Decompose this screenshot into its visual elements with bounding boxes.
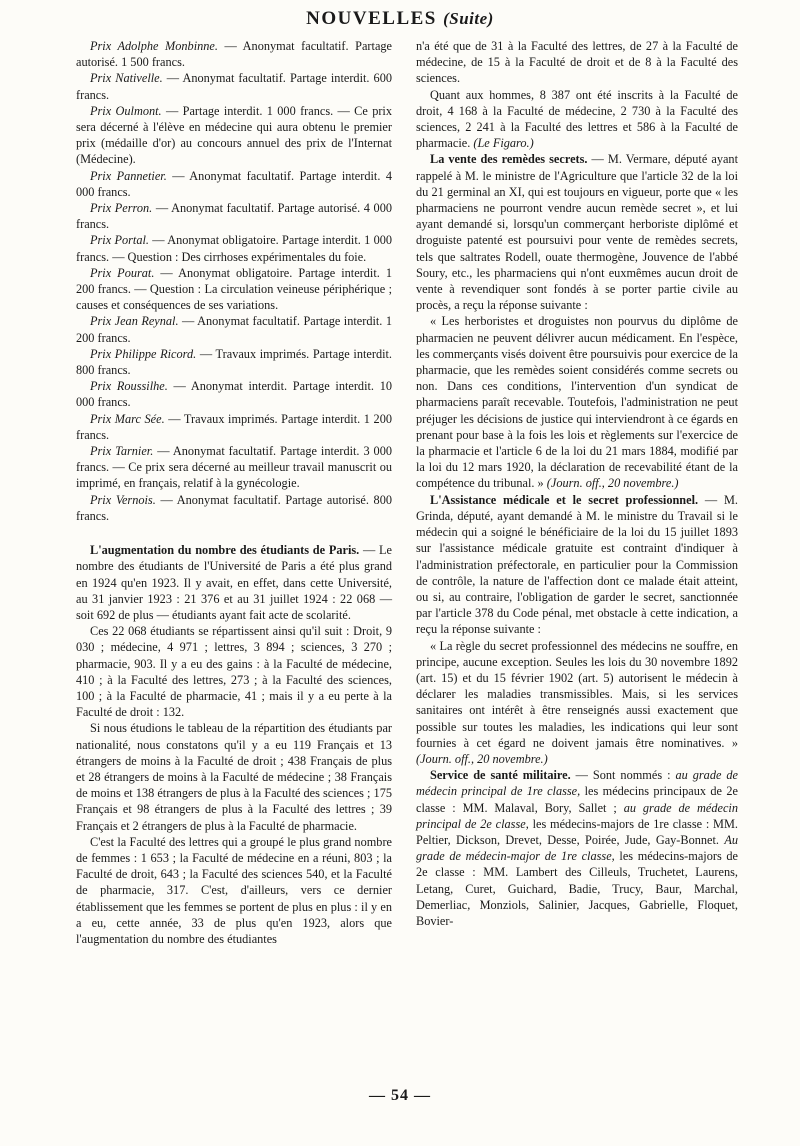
prize-text: — Anonymat facultatif. Partage interdit. 4 000 francs. [76,168,392,199]
article-remedes-secrets [416,151,738,491]
article-text: — M. Grinda, député, ayant demandé à M. le ministre du Travail si le médecin qui a soigné le bénéficiaire de la loi du 15 juillet 1893 sur l'assistance médicale gratuite est contraint d'indiquer à l'administration préfectorale, en particulier pour la Commission de contrôle, la nature de l'affection dont ce malade était atteint, ou si, au contraire, l'obligation de garder le secret, sanctionnée par l'article 378 du Code pénal, met obstacle à cette indication, a reçu la réponse suivante : [416,492,738,637]
article-augmentation [76,542,392,947]
prize-name: Prix Pourat. [90,265,155,280]
article-grade: Au grade de médecin-major de 1re classe, [416,832,738,864]
prize-name: Prix Marc Sée. [90,411,165,426]
article-source: (Le Figaro.) [473,136,534,151]
article-grade: au grade de médecin principal de 1re classe, [416,768,738,799]
prize-entry [76,200,392,232]
prize-name: Prix Philippe Ricord. [90,346,197,361]
article-title: L'Assistance médicale et le secret professionnel. [430,492,699,507]
prize-name: Prix Tarnier. [90,444,154,459]
prize-entry [76,38,392,70]
article-paragraph [416,87,738,152]
article-paragraph [416,638,738,768]
article-source: (Journ. off., 20 novembre.) [416,751,548,766]
prize-entry [76,168,392,200]
prize-name: Prix Roussilhe. [90,379,168,394]
article-continuation: n'a été que de 31 à la Faculté des lettres, de 27 à la Faculté de médecine, de 15 à la Faculté de droit et de 8 à la Faculté des sciences. [416,39,738,86]
prize-text: — Anonymat facultatif. Partage interdit. 3 000 francs. — Ce prix sera décerné au meilleur travail manuscrit ou imprimé, en français, relatif à la gynécologie. [76,444,392,491]
prize-list [76,38,392,524]
prize-text: — Travaux imprimés. Partage interdit. 1 200 francs. [76,411,392,442]
prize-name: Prix Adolphe Monbinne. [90,39,218,53]
article-paragraph [416,492,738,638]
prize-text: — Anonymat facultatif. Partage autorisé. 1 500 francs. [76,39,393,70]
prize-entry [76,411,392,443]
prize-name: Prix Nativelle. [90,71,163,86]
prize-text: — Anonymat facultatif. Partage interdit. 600 francs. [76,71,392,102]
article-paragraph: Si nous étudions le tableau de la répartition des étudiants par nationalité, nous constatons qu'il y a eu 119 Français et 13 étrangers de moins à la Faculté de droit ; 438 Français de plus et 28 étrangers de moins à la Faculté de médecine ; 38 Français de moins et 138 étrangers de plus à la Faculté des sciences ; 175 Français et 98 étrangers de plus à la Faculté des lettres ; 39 Français et 2 étrangers de plus à la Faculté de pharmacie. [76,721,392,833]
prize-text: — Partage interdit. 1 000 francs. — Ce prix sera décerné à l'élève en médecine qui aura obtenu le premier prix (médaille d'or) au concours annuel des prix de l'Internat (Médecine). [76,103,393,167]
prize-entry [76,346,392,378]
article-title: Service de santé militaire. [430,768,571,783]
page-number: — 54 — [369,1087,431,1104]
prize-entry [76,492,392,524]
page-header [0,8,800,30]
right-column [416,38,738,929]
article-service-sante [416,767,738,929]
prize-text: — Anonymat obligatoire. Partage interdit. 1 200 francs. — Question : La circulation veineuse périphérique ; causes et conséquences de ses variations. [76,265,392,313]
prize-entry [76,232,392,264]
article-grade: au grade de médecin principal de 2e classe, [416,800,738,831]
article-paragraph [416,767,738,929]
left-column [76,38,392,947]
article-text: « La règle du secret professionnel des médecins ne souffre, en principe, aucune exception. Seules les lois du 30 novembre 1892 (art. 15) et du 15 février 1902 (art. 5) autorisent le médecin à déclarer les maladies transmissibles. Mais, si les services sanitaires ont intérêt à être renseignés aussi exactement que possible sur toutes les maladies, les indications qui leur sont fournies à cet égard ne doivent jamais être nominatives. » [416,638,738,750]
prize-entry [76,70,392,102]
header-title: NOUVELLES [306,8,437,29]
article-text: — Le nombre des étudiants de l'Université de Paris a été plus grand en 1924 qu'en 1923. Il y avait, en effet, dans cette Université, au 31 janvier 1923 : 21 376 et au 31 juillet 1924 : 22 068 — soit 692 de plus — étudiants ayant fait acte de scolarité. [76,543,392,622]
article-text: les médecins-majors de 2e classe : MM. Lambert des Cilleuls, Truchetet, Laurens, Letang, Curet, Guichard, Badie, Trucy, Baur, Marchal, Demerliac, Monziols, Salinier, Jacques, Gabrielle, Floquet, Bovier- [416,849,738,928]
prize-text: — Anonymat facultatif. Partage autorisé. 800 francs. [76,492,392,523]
prize-name: Prix Portal. [90,233,149,248]
prize-text: — Anonymat facultatif. Partage interdit. 1 200 francs. [76,314,393,345]
article-text: les médecins-majors de 1re classe : MM. Peltier, Dickson, Drevet, Desse, Poirée, Jude, Gay-Bonnet. [416,816,738,847]
prize-text: — Anonymat facultatif. Partage autorisé. 4 000 francs. [76,201,392,232]
article-text: — Sont nommés : [570,768,676,783]
article-text: Quant aux hommes, 8 387 ont été inscrits à la Faculté de droit, 4 168 à la Faculté de médecine, 2 730 à la Faculté des sciences, 2 241 à la Faculté des lettres et 586 à la Faculté de pharmacie. [416,87,738,151]
article-paragraph: C'est la Faculté des lettres qui a groupé le plus grand nombre de femmes : 1 653 ; la Faculté de médecine en a réuni, 803 ; la Faculté de droit, 643 ; la Faculté des sciences 540, et la Faculté de pharmacie, 317. C'est, d'ailleurs, vers ce dernier établissement que les femmes se portent de plus en plus : il y en a eu, cette année, 33 de plus qu'en 1923, alors que l'augmentation du nombre des étudiantes [76,834,392,946]
prize-entry [76,378,392,410]
prize-entry [76,313,392,345]
prize-name: Prix Pannetier. [90,168,167,183]
header-suite: (Suite) [443,9,494,28]
article-text: les médecins principaux de 2e classe : MM. Malaval, Bory, Sallet ; [416,784,738,815]
article-paragraph [416,151,738,313]
prize-name: Prix Jean Reynal. [90,314,179,329]
prize-entry [76,265,392,314]
article-assistance-medicale [416,492,738,767]
article-title: L'augmentation du nombre des étudiants de Paris. [90,543,360,558]
prize-entry [76,443,392,492]
article-text: « Les herboristes et droguistes non pourvus du diplôme de pharmacien ne peuvent délivrer aucun médicament. En l'espèce, les commerçants visés doivent être poursuivis pour exercice de la pharmacie, que les remèdes soient considérés comme secrets ou non. Dans ces conditions, l'intervention d'un syndicat de pharmaciens paraît recevable. Toutefois, l'administration ne peut préjuger les décisions de justice qui interviendront à ce égards en prenant pour base à la fois les lois et règlements sur l'exercice de la pharmacie et l'article 6 de la loi du 21 mars 1884, modifié par la loi du 12 mars 1920, la déclaration de recevabilité étant de la compétence du tribunal. » [416,314,739,491]
prize-name: Prix Vernois. [90,492,156,507]
prize-name: Prix Oulmont. [90,103,162,118]
prize-text: — Anonymat interdit. Partage interdit. 10 000 francs. [76,379,393,410]
article-paragraph [416,313,738,491]
article-paragraph [76,542,392,623]
prize-text: — Anonymat obligatoire. Partage interdit. 1 000 francs. — Question : Des cirrhoses expérimentales du foie. [76,233,393,264]
prize-name: Prix Perron. [90,201,153,216]
article-title: La vente des remèdes secrets. [430,152,588,167]
article-text: — M. Vermare, député ayant rappelé à M. le ministre de l'Agriculture que l'article 32 de la loi du 21 germinal an XI, qui est toujours en vigueur, porte que « les pharmaciens ne pourront vendre aucun remède secret », et lui ayant demandé si, lorsqu'un commerçant herboriste diplômé et droguiste patenté est poursuivi pour vente de remèdes secrets, tels que saltrates Rodell, ouate thermogène, Jouvence de l'abbé Soury, etc., les pharmaciens qui n'ont euxmêmes aucun droit de vente à revendiquer sont fondés à se porter partie civile au procès, a reçu la réponse suivante : [416,152,738,313]
article-paragraph: Ces 22 068 étudiants se répartissent ainsi qu'il suit : Droit, 9 030 ; médecine, 4 971 ; lettres, 3 894 ; sciences, 3 270 ; pharmacie, 903. Il y a eu des gains : à la Faculté de médecine, 410 ; à la Faculté des lettres, 273 ; à la Faculté des sciences, 100 ; à la Faculté de pharmacie, 41 ; mais il y a eu perte à la Faculté de droit : 132. [76,624,392,720]
prize-entry [76,103,392,168]
article-source: (Journ. off., 20 novembre.) [546,476,679,491]
prize-text: — Travaux imprimés. Partage interdit. 800 francs. [76,346,392,378]
